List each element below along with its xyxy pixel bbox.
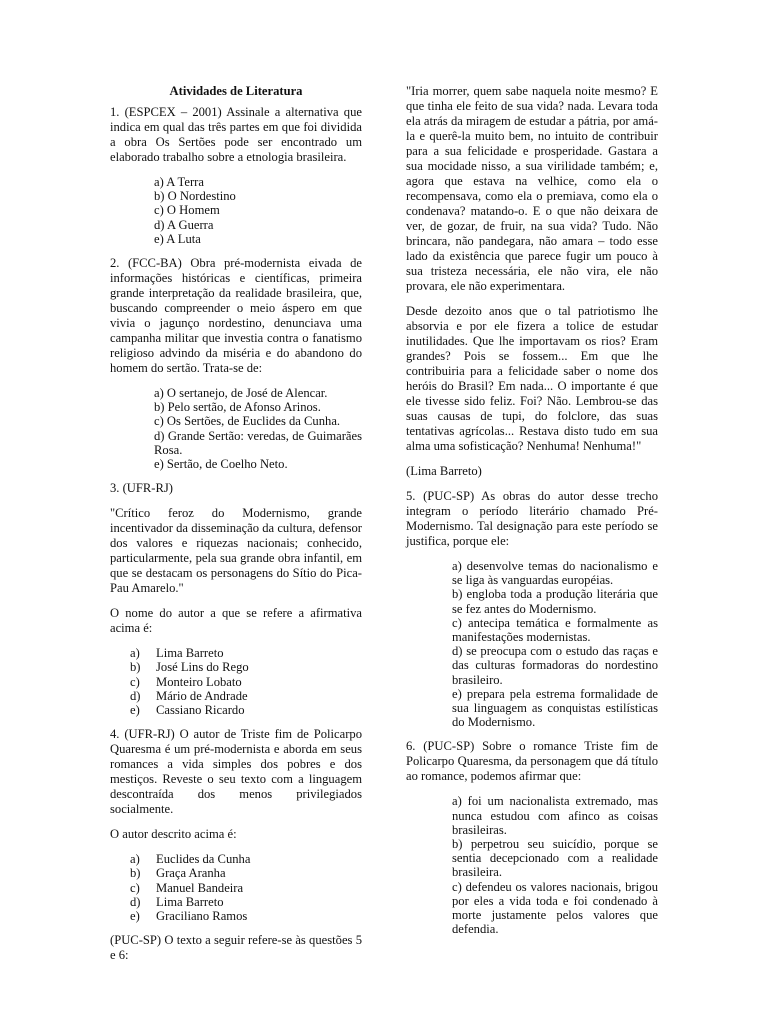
option-text: Manuel Bandeira	[156, 880, 244, 895]
question-4-options	[110, 852, 362, 923]
question-4-prompt: O autor descrito acima é:	[110, 827, 237, 842]
option: e) A Luta	[154, 231, 201, 246]
passage-paragraph-2: Desde dezoito anos que o tal patriotismo lhe absorvia e por ele fizera a tolice de estudar inutilidades. Que lhe importavam os rios? Eram grandes? Pois se fossem... Em que lhe contribuiria para a felicidade saber o nome dos heróis do Brasil? Em nada... O importante é que ele tivesse sido feliz. Foi? Não. Lembrou-se das suas causas de tupi, do folclore, das suas tentativas agrícolas... Restava disto tudo em sua alma uma sofisticação? Nenhuma! Nenhuma!"	[406, 304, 658, 453]
option: b) perpetrou seu suicídio, porque se sentia decepcionado com a realidade brasileira.	[452, 837, 658, 880]
option-text: Euclides da Cunha	[156, 852, 251, 867]
question-3-header: 3. (UFR-RJ)	[110, 481, 173, 496]
option: a) desenvolve temas do nacionalismo e se liga às vanguardas européias.	[452, 559, 658, 588]
question-6-text: 6. (PUC-SP) Sobre o romance Triste fim de Policarpo Quaresma, da personagem que dá título ao romance, podemos afirmar que:	[406, 739, 658, 784]
option	[130, 866, 362, 880]
option: c) defendeu os valores nacionais, brigou por eles a vida toda e foi condenado à morte justamente pelos valores que defendia.	[452, 879, 658, 937]
question-6-options	[406, 794, 658, 936]
option: c) Os Sertões, de Euclides da Cunha.	[154, 414, 341, 429]
option: e) Sertão, de Coelho Neto.	[154, 457, 288, 472]
option-text: Cassiano Ricardo	[156, 703, 245, 718]
option: c) antecipa temática e formalmente as manifestações modernistas.	[452, 615, 658, 645]
question-3-prompt: O nome do autor a que se refere a afirmativa acima é:	[110, 606, 362, 636]
option	[130, 646, 362, 660]
option-letter: b)	[130, 660, 141, 675]
option-text: Monteiro Lobato	[156, 674, 242, 689]
option	[130, 909, 362, 923]
option: a) foi um nacionalista extremado, mas nunca estudou com afinco as coisas brasileiras.	[452, 794, 658, 837]
question-1-options	[110, 175, 362, 246]
question-2-options	[110, 386, 362, 471]
option: d) se preocupa com o estudo das raças e das culturas formadoras do nordestino brasileiro.	[452, 644, 658, 687]
option-text: Lima Barreto	[156, 646, 224, 661]
option	[130, 675, 362, 689]
option-text: Graça Aranha	[156, 866, 226, 881]
option	[130, 689, 362, 703]
option-letter: c)	[130, 674, 140, 689]
option: c) O Homem	[154, 203, 220, 218]
question-3-quote: "Crítico feroz do Modernismo, grande incentivador da disseminação da cultura, defensor dos valores e riquezas nacionais; conhecido, particularmente, pela sua grande obra infantil, em que se destacam os personagens do Sítio do Pica-Pau Amarelo."	[110, 506, 362, 596]
option	[130, 881, 362, 895]
page-title: Atividades de Literatura	[169, 84, 303, 98]
option-text: Graciliano Ramos	[156, 909, 248, 924]
option: e) prepara pela estrema formalidade de sua linguagem as conquistas estilísticas do Modernismo.	[452, 686, 658, 730]
option-letter: b)	[130, 866, 141, 881]
question-5-text: 5. (PUC-SP) As obras do autor desse trecho integram o período literário chamado Pré-Modernismo. Tal designação para este período se justifica, porque ele:	[406, 489, 658, 548]
question-5-options	[406, 559, 658, 729]
option	[130, 852, 362, 866]
option-text: José Lins do Rego	[156, 660, 249, 675]
option-letter: d)	[130, 894, 141, 909]
option: a) O sertanejo, de José de Alencar.	[154, 386, 328, 401]
passage-source: (Lima Barreto)	[406, 464, 482, 478]
option-letter: d)	[130, 688, 141, 703]
question-1-text: 1. (ESPCEX – 2001) Assinale a alternativa que indica em qual das três partes em que foi dividida a obra Os Sertões pode ser encontrado um elaborado trabalho sobre a etnologia brasileira.	[110, 105, 362, 164]
option	[130, 660, 362, 674]
question-4-text: 4. (UFR-RJ) O autor de Triste fim de Policarpo Quaresma é um pré-modernista e aborda em seus romances a vida simples dos pobres e dos mestiços. Reveste o seu texto com a linguagem descontraída dos menos privilegiados socialmente.	[110, 727, 362, 817]
questions-5-6-intro: (PUC-SP) O texto a seguir refere-se às questões 5 e 6:	[110, 933, 362, 963]
option-letter: e)	[130, 703, 140, 718]
right-column	[406, 84, 658, 946]
option-letter: e)	[130, 909, 140, 924]
question-2-text: 2. (FCC-BA) Obra pré-modernista eivada de informações históricas e científicas, primeira grande interpretação da realidade brasileira, que, buscando compreender o meio áspero em que vivia o jagunço nordestino, denunciava uma campanha militar que investia contra o fanatismo religioso advindo da miséria e do abandono do homem do sertão. Trata-se de:	[110, 256, 362, 376]
option: a) A Terra	[154, 175, 204, 189]
option	[130, 703, 362, 717]
option-text: Mário de Andrade	[156, 688, 248, 703]
left-column	[110, 84, 362, 973]
option: b) engloba toda a produção literária que se fez antes do Modernismo.	[452, 587, 658, 616]
passage-paragraph-1: "Iria morrer, quem sabe naquela noite mesmo? E que tinha ele feito de sua vida? nada. Levara toda ela atrás da miragem de estudar a pátria, por amá-la e querê-la muito bem, no intuito de contribuir para a sua felicidade e prosperidade. Gastara a sua mocidade nisso, a sua virilidade também; e, agora que estava na velhice, como ela o recompensava, como ela o premiava, como ela o condenava? matando-o. E o que não deixara de ver, de gozar, de fruir, na sua vida? Tudo. Não brincara, não pandegara, não amara – todo esse lado da existência que parece fugir um pouco à sua tristeza necessária, ele não vira, ele não provara, ele não experimentara.	[406, 84, 658, 293]
option: d) Grande Sertão: veredas, de Guimarães Rosa.	[154, 428, 362, 457]
option: b) O Nordestino	[154, 189, 236, 204]
option-letter: a)	[130, 852, 140, 867]
option-text: Lima Barreto	[156, 894, 224, 909]
option	[130, 895, 362, 909]
option: b) Pelo sertão, de Afonso Arinos.	[154, 400, 321, 415]
option: d) A Guerra	[154, 217, 214, 232]
option-letter: c)	[130, 880, 140, 895]
option-letter: a)	[130, 646, 140, 661]
question-3-options	[110, 646, 362, 717]
